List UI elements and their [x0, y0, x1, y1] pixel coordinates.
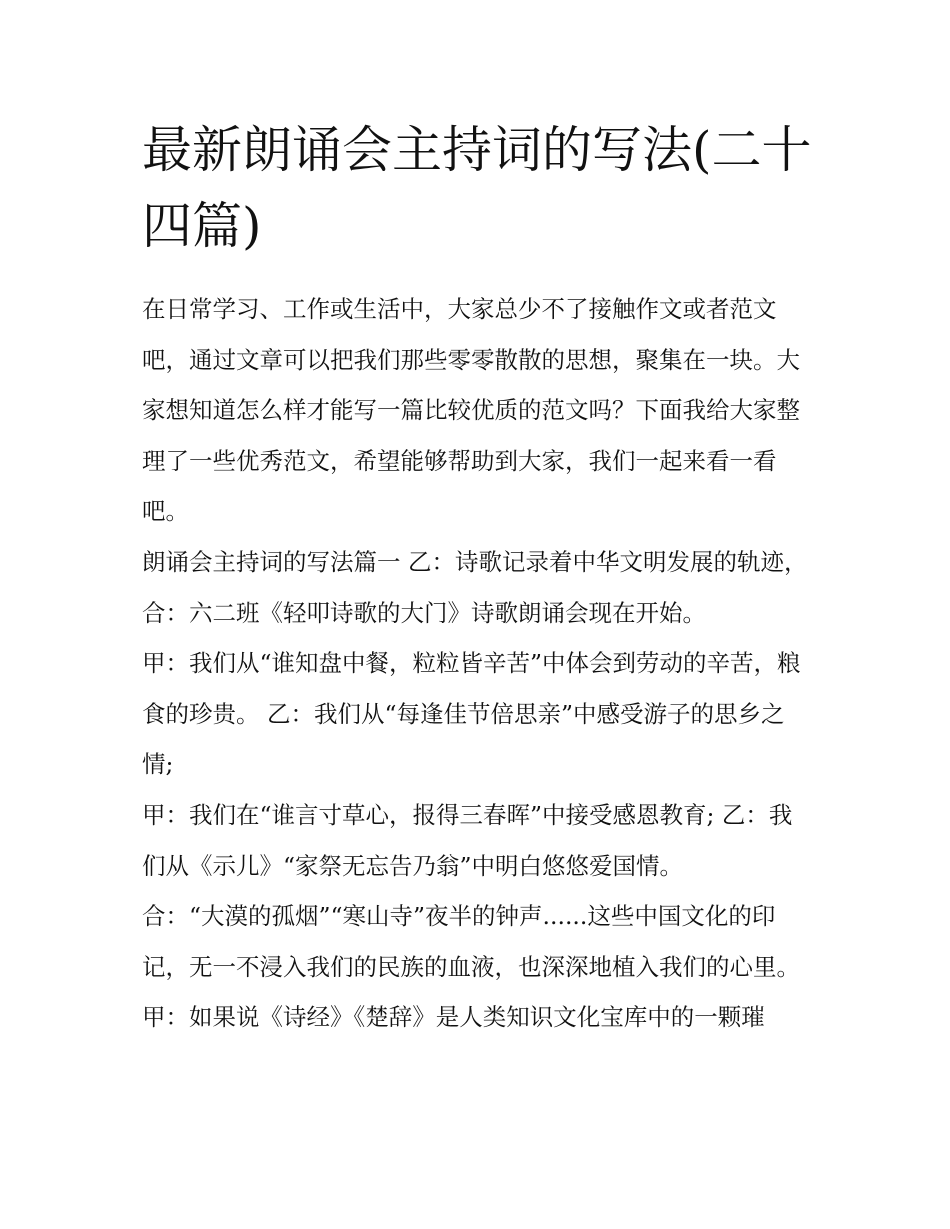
paragraph-intro: 在日常学习、工作或生活中，大家总少不了接触作文或者范文吧，通过文章可以把我们那些零零散散的思想，聚集在一块。大家想知道怎么样才能写一篇比较优质的范文吗？下面我给大家整理了一些优秀范文，希望能够帮助到大家，我们一起来看一看吧。 — [142, 295, 800, 526]
paragraph-he: 合：“大漠的孤烟”“寒山寺”夜半的钟声......这些中国文化的印记，无一不浸入我们的民族的血液，也深深地植入我们的心里。 — [142, 902, 800, 981]
paragraph-opening: 朗诵会主持词的写法篇一 乙：诗歌记录着中华文明发展的轨迹， 合：六二班《轻叩诗歌的大门》诗歌朗诵会现在开始。 — [142, 547, 808, 627]
document-title: 最新朗诵会主持词的写法(二十四篇) — [142, 121, 812, 255]
paragraph-jia-2: 甲：我们在“谁言寸草心，报得三春晖”中接受感恩教育; 乙：我们从《示儿》“家祭无忘告乃翁”中明白悠悠爱国情。 — [142, 800, 793, 880]
document-page — [142, 112, 814, 1043]
paragraph-jia-3: 甲：如果说《诗经》《楚辞》是人类知识文化宝库中的一颗璀 — [142, 1003, 765, 1032]
paragraph-jia-1: 甲：我们从“谁知盘中餐，粒粒皆辛苦”中体会到劳动的辛苦，粮食的珍贵。 乙：我们从“每逢佳节倍思亲”中感受游子的思乡之情; — [142, 649, 801, 779]
